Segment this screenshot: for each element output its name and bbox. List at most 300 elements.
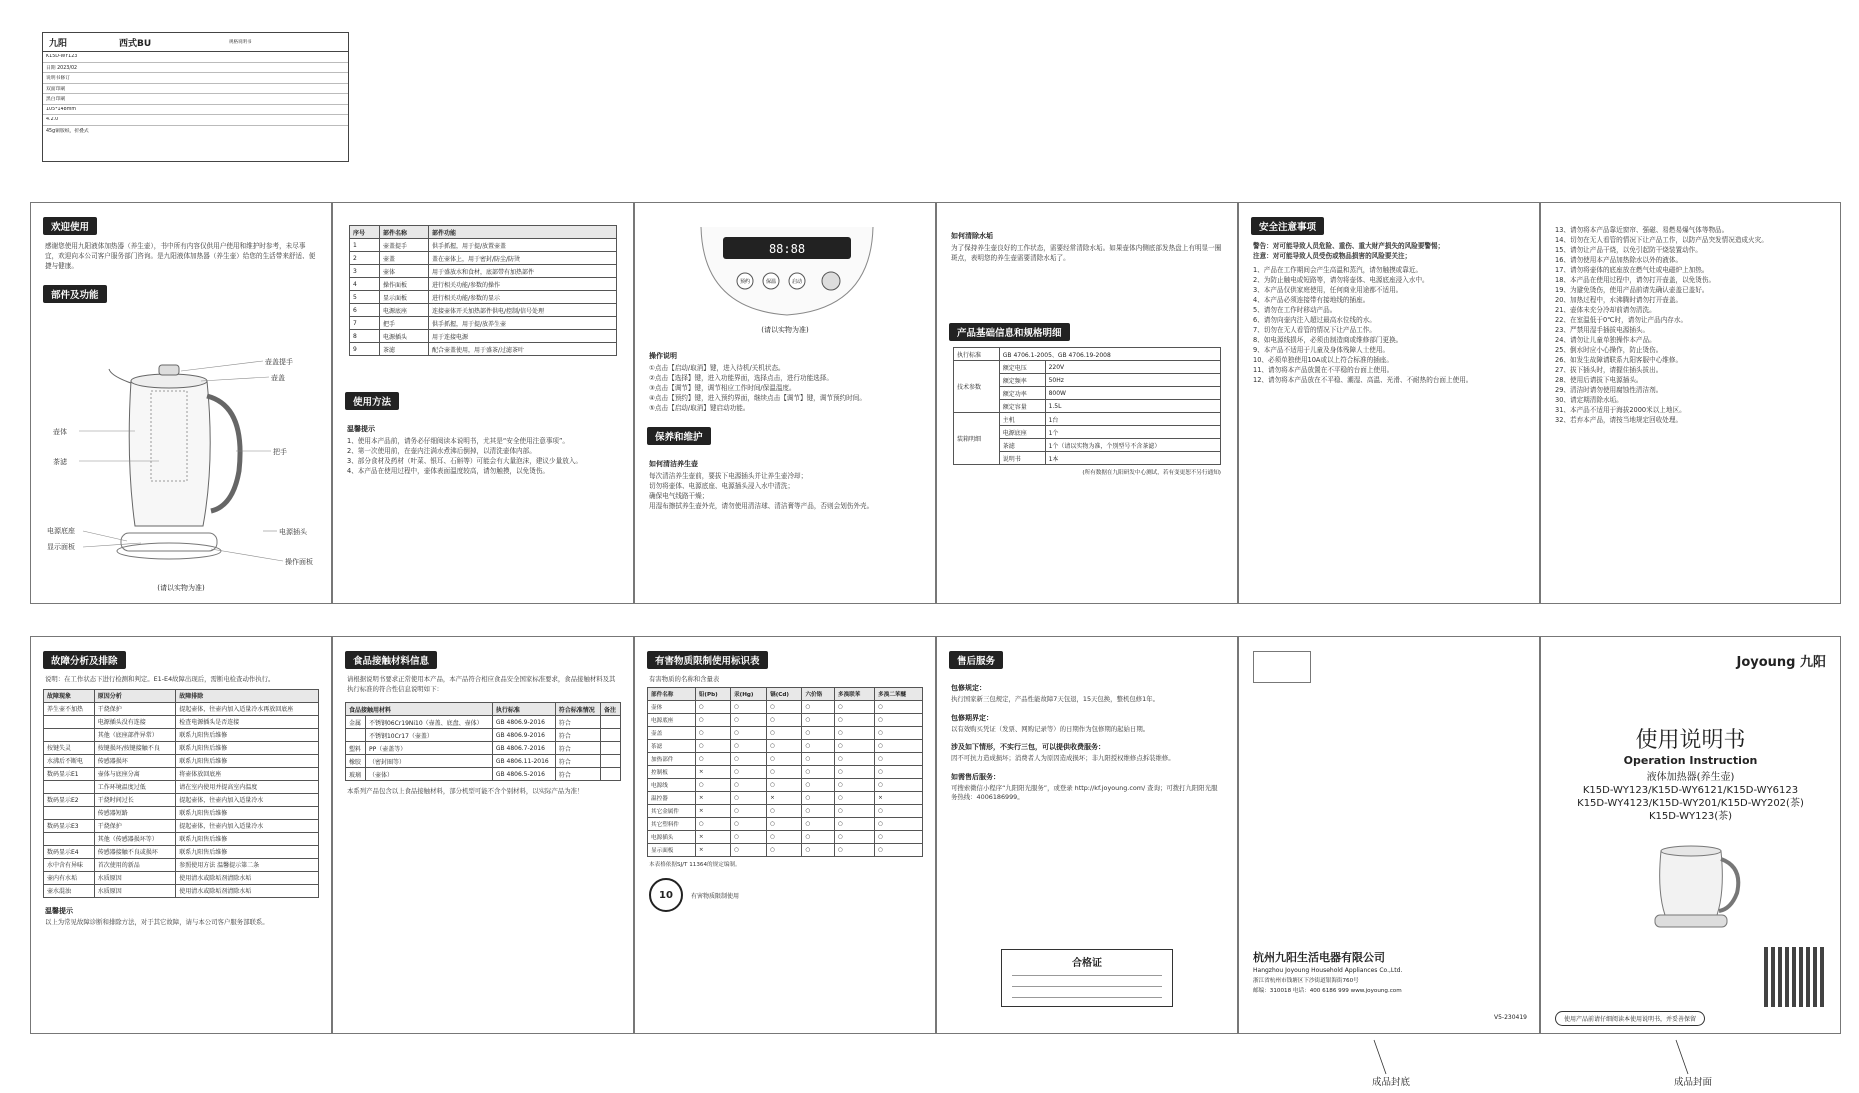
col-header: 部件功能 (428, 226, 616, 239)
col-header: 食品接触用材料 (346, 703, 493, 716)
table-cell: 按键失灵 (44, 741, 95, 754)
table-cell: 把手 (380, 317, 429, 330)
table-cell: 9 (350, 343, 380, 356)
table-row (648, 765, 923, 778)
panel-hazard (634, 636, 936, 1034)
table-cell: 壶体 (648, 700, 696, 713)
table-cell: 数码显示E2 (44, 793, 95, 806)
table-cell: 塑料 (346, 742, 366, 755)
table-cell: 使用清水或除垢剂清除水垢 (176, 884, 319, 897)
table-cell: 盖在壶体上，用于密封/防尘/防烫 (428, 252, 616, 265)
table-cell: 壶水混浊 (44, 884, 95, 897)
table-cell: ○ (767, 739, 802, 752)
table-cell: 电源线 (648, 778, 696, 791)
trouble-table (43, 689, 319, 898)
title-block (42, 32, 349, 162)
table-cell: 显示面板 (380, 291, 429, 304)
table-cell: ○ (834, 778, 874, 791)
safety-item: 10、必须单独使用10A或以上符合标准的插座。 (1253, 356, 1393, 364)
table-cell: 符合 (555, 742, 600, 755)
table-cell: × (767, 791, 802, 804)
table-cell: 数码显示E1 (44, 767, 95, 780)
cover-model-2: K15D-WY4123/K15D-WY201/K15D-WY202(茶) (1577, 798, 1804, 809)
table-cell: ○ (802, 739, 835, 752)
service-t-2: 以有效购买凭证（发票、网购记录等）的日期作为包修期的起始日期。 (951, 724, 1150, 733)
spec-val: 50Hz (1045, 374, 1220, 387)
table-cell: ○ (731, 830, 767, 843)
safety-item: 9、本产品不适用于儿童及身体残障人士使用。 (1253, 346, 1390, 354)
table-cell: 其它塑料件 (648, 817, 696, 830)
table-cell: 请在室内使用并提高室内温度 (176, 780, 319, 793)
table-row (44, 845, 319, 858)
op-5: ⑤点击【启动/取消】键启动功能。 (649, 404, 750, 412)
safety-item: 5、请勿在工作时移动产品。 (1253, 306, 1337, 314)
table-cell: 干烧保护 (94, 819, 175, 832)
table-cell: ○ (767, 726, 802, 739)
table-cell: 4 (350, 278, 380, 291)
table-row (44, 806, 319, 819)
brand-logo: Joyoung 九阳 (1736, 655, 1826, 670)
table-cell: ○ (695, 752, 730, 765)
clean-1: 每次清洁养生壶前，要拔下电源插头并让养生壶冷却； (649, 472, 808, 480)
spec-key: 额定容量 (999, 400, 1045, 413)
table-cell: 数码显示E3 (44, 819, 95, 832)
hazard-title: 有害物质限制使用标识表 (647, 651, 768, 669)
table-cell: ○ (767, 700, 802, 713)
table-row (44, 793, 319, 806)
table-cell: 水沸后不断电 (44, 754, 95, 767)
table-cell: ○ (767, 817, 802, 830)
service-t-3: 因不可抗力造成损坏；消费者人为原因造成损坏；非九阳授权维修点拆装维修。 (951, 754, 1175, 762)
table-cell: ○ (834, 739, 874, 752)
safety-item: 31、本产品不适用于海拔2000米以上地区。 (1555, 406, 1686, 414)
spec-val: 800W (1045, 387, 1220, 400)
table-cell: ○ (695, 726, 730, 739)
clean-3: 确保电气线路干燥； (649, 492, 709, 500)
care-title: 保养和维护 (647, 427, 711, 445)
table-cell: ○ (834, 752, 874, 765)
table-cell: 进行相关功能/参数的操作 (428, 278, 616, 291)
spec-standard-label: 执行标准 (954, 348, 1000, 361)
safety-item: 12、请勿将本产品放在不平稳、潮湿、高温、光滑、不耐热的台面上使用。 (1253, 376, 1473, 384)
service-h-3: 涉及如下情形，不实行三包，可以提供收费服务： (951, 743, 1105, 751)
safety-item: 25、倒水时应小心操作，防止烫伤。 (1555, 346, 1663, 354)
safety-item: 7、切勿在无人看管的情况下让产品工作。 (1253, 326, 1376, 334)
label-display: 显示面板 (47, 543, 75, 551)
table-cell: 操作面板 (380, 278, 429, 291)
spec-key: 额定电压 (999, 361, 1045, 374)
table-row (44, 702, 319, 715)
label-panel: 操作面板 (285, 558, 313, 566)
table-row (350, 330, 617, 343)
btn-keepwarm: 保温 (765, 279, 777, 285)
cover-model-1: K15D-WY123/K15D-WY6121/K15D-WY6123 (1582, 785, 1799, 796)
table-row (648, 700, 923, 713)
table-row (648, 726, 923, 739)
safety-item: 17、请勿将壶体的底座放在燃气灶或电磁炉上加热。 (1555, 266, 1709, 274)
safety-item: 4、本产品必须连接带有接地线的插座。 (1253, 296, 1370, 304)
hazard-note: 本表格依据SJ/T 11364的规定编制。 (649, 861, 741, 868)
safety-item: 20、加热过程中，水沸腾时请勿打开壶盖。 (1555, 296, 1683, 304)
label-handle: 把手 (273, 448, 287, 456)
table-cell: ○ (834, 765, 874, 778)
label-tea: 茶滤 (53, 458, 67, 466)
table-cell: 传感器短路 (94, 806, 175, 819)
service-h-4: 如需售后服务： (951, 772, 1000, 781)
table-cell: ○ (767, 765, 802, 778)
table-cell: 进行相关功能/参数的显示 (428, 291, 616, 304)
panel1-caption: (请以实物为准) (157, 584, 205, 592)
table-cell: 配合壶盖使用，用于盛茶/过滤茶叶 (428, 343, 616, 356)
table-cell: 控制板 (648, 765, 696, 778)
spec-key: 额定频率 (999, 374, 1045, 387)
food-note: 本系列产品包含以上食品接触材料，部分机型可能不含个别材料，以实际产品为准！ (347, 787, 584, 795)
table-cell: 使用清水或除垢剂清除水垢 (176, 871, 319, 884)
spec-key: 电源底座 (999, 426, 1045, 439)
table-cell: 数码显示E4 (44, 845, 95, 858)
food-intro: 请根据说明书要求正常使用本产品，本产品符合相应食品安全国家标准要求，食品接触材料及其执行标准的符合性信息说明如下： (347, 675, 616, 693)
cover-title-en: Operation Instruction (1623, 754, 1758, 767)
scale-text: 为了保持养生壶良好的工作状态，需要经常清除水垢。如果壶体内侧底部发热盘上有明显一圈斑点，表明您的养生壶需要清除水垢了。 (951, 244, 1222, 262)
table-cell: 温控器 (648, 791, 696, 804)
table-cell: 壶内有水垢 (44, 871, 95, 884)
op-2: ②点击【选择】键，进入功能界面，选择点击，进行功能选择。 (649, 374, 833, 382)
table-cell: 不锈钢06Cr19Ni10（壶盖、底盘、壶体） (365, 716, 492, 729)
display-digits: 88:88 (768, 242, 806, 256)
table-row (44, 819, 319, 832)
table-cell: GB 4806.5-2016 (492, 768, 555, 781)
table-cell: ○ (834, 713, 874, 726)
table-cell: 壶体 (380, 265, 429, 278)
table-cell: 显示面板 (648, 843, 696, 856)
tb-dept: 西式BU (119, 38, 152, 49)
table-cell: ○ (731, 752, 767, 765)
table-cell: 符合 (555, 755, 600, 768)
table-cell (44, 806, 95, 819)
table-cell: 联系九阳售后维修 (176, 832, 319, 845)
warn-2: 注意：对可能导致人员受伤或物品损害的风险要关注； (1253, 252, 1412, 260)
table-row (44, 767, 319, 780)
table-cell: 茶滤 (648, 739, 696, 752)
trouble-tip: 以上为常见故障诊断和排除方法，对于其它故障，请与本公司客户服务部联系。 (45, 917, 269, 926)
col-header: 序号 (350, 226, 380, 239)
label-back-cover: 成品封底 (1372, 1077, 1411, 1088)
table-row (44, 754, 319, 767)
spec-standard: GB 4706.1-2005、GB 4706.19-2008 (999, 348, 1220, 361)
safety-item: 1、产品在工作期间会产生高温和蒸汽，请勿触摸或靠近。 (1253, 266, 1423, 274)
table-cell: 水质原因 (94, 871, 175, 884)
table-cell: ○ (767, 778, 802, 791)
service-title: 售后服务 (949, 651, 1003, 669)
table-cell: 加热部件 (648, 752, 696, 765)
table-cell: 传感器损坏 (94, 754, 175, 767)
table-cell: ○ (802, 791, 835, 804)
table-cell: ○ (731, 817, 767, 830)
table-cell: 符合 (555, 716, 600, 729)
table-cell: ○ (731, 804, 767, 817)
table-cell: 提起壶体，往壶内加入适量冷水再放回底座 (176, 702, 319, 715)
tip-3: 3、部分食材及药材（叶菜、银耳、石斛等）可能会有大量泡沫，建议少量放入。 (347, 457, 582, 465)
table-cell: 电源插头 (648, 830, 696, 843)
table-row (44, 871, 319, 884)
spec-key: 主机 (999, 413, 1045, 426)
table-cell: （密封圈等） (365, 755, 492, 768)
table-cell (44, 780, 95, 793)
col-header: 多溴二苯醚 (875, 687, 923, 700)
col-header: 执行标准 (492, 703, 555, 716)
safety-item: 32、若弃本产品，请按当地规定回收处理。 (1555, 416, 1683, 424)
table-cell: 连接壶体开关加热部件供电/控制/信号处理 (428, 304, 616, 317)
table-cell: 2 (350, 252, 380, 265)
table-cell: ○ (767, 713, 802, 726)
safety-item: 2、为防止触电或短路等，请勿将壶体、电源底座浸入水中。 (1253, 276, 1429, 284)
table-cell: 其他（底座部件异常） (94, 728, 175, 741)
safety-item: 13、请勿将本产品靠近窗帘、强磁、易燃易爆气体等物品。 (1555, 226, 1729, 234)
table-cell: 水质原因 (94, 884, 175, 897)
spec-title: 产品基础信息和规格明细 (949, 323, 1070, 341)
spec-val: 1个 (1045, 426, 1220, 439)
tip-2: 2、第一次使用前，在壶内注满水煮沸后倒掉，以清洗壶体内部。 (347, 447, 536, 455)
table-cell: 1 (350, 239, 380, 252)
welcome-text: 感谢您使用九阳液体加热器（养生壶），书中所有内容仅供用户使用和维护时参考，未尽事宜，欢迎向本公司客户服务部门咨询。是九阳液体加热器（养生壶）给您的生活带来舒适、便捷与健康。 (45, 242, 316, 270)
table-cell: 7 (350, 317, 380, 330)
table-cell: 电源插头没有连接 (94, 715, 175, 728)
table-cell: 干烧保护 (94, 702, 175, 715)
panel-operation (634, 202, 936, 604)
table-cell (44, 728, 95, 741)
table-cell: 电源底座 (380, 304, 429, 317)
tb-row: 黑白印刷 (46, 97, 66, 103)
table-cell: ○ (802, 830, 835, 843)
btn-start: 启动 (791, 279, 803, 285)
print-code: V5-230419 (1494, 1014, 1527, 1021)
btn-schedule: 预约 (739, 279, 751, 285)
table-cell: GB 4806.11-2016 (492, 755, 555, 768)
table-cell: 供手抓握，用于提/放置壶盖 (428, 239, 616, 252)
table-cell: ○ (802, 817, 835, 830)
parts-table (349, 225, 617, 356)
cover-footer: 使用产品前请仔细阅读本使用说明书，并妥善保留 (1555, 1011, 1705, 1026)
table-cell: 玻璃 (346, 768, 366, 781)
safety-title: 安全注意事项 (1251, 217, 1324, 235)
tip-1: 1、使用本产品前，请务必仔细阅读本说明书，尤其是“安全使用注意事项”。 (347, 437, 570, 445)
op-4: ④点击【预约】键，进入预约界面，继续点击【调节】键，调节预约时间。 (649, 394, 866, 402)
trouble-intro: 说明：在工作状态下进行检测和判定。E1-E4故障出现后，需断电检查动作执行。 (45, 675, 275, 683)
table-cell: 橡胶 (346, 755, 366, 768)
table-cell: ○ (875, 713, 923, 726)
table-cell: ○ (834, 830, 874, 843)
spec-tech-label: 技术参数 (954, 361, 1000, 413)
parts-title: 部件及功能 (43, 285, 107, 303)
table-cell: 其它金属件 (648, 804, 696, 817)
panel-safety (1238, 202, 1540, 604)
table-row (648, 804, 923, 817)
cover-title: 使用说明书 (1635, 728, 1746, 753)
table-cell: ○ (834, 817, 874, 830)
safety-item: 14、切勿在无人看管的情况下让产品工作，以防产品突发情况造成火灾。 (1555, 236, 1768, 244)
back-stamp (1253, 651, 1311, 683)
table-row (44, 741, 319, 754)
table-cell: × (695, 843, 730, 856)
table-cell: 8 (350, 330, 380, 343)
table-cell: × (695, 791, 730, 804)
table-cell: ○ (802, 843, 835, 856)
table-cell: ○ (802, 726, 835, 739)
table-row (346, 742, 621, 755)
table-row (648, 817, 923, 830)
table-cell: ○ (802, 804, 835, 817)
table-cell: PP（壶盖等） (365, 742, 492, 755)
scale-title: 如何清除水垢 (951, 232, 993, 240)
tip-4: 4、本产品在使用过程中，壶体表面温度较高，请勿触摸，以免烫伤。 (347, 467, 550, 475)
food-table (345, 702, 621, 781)
table-cell: ○ (695, 778, 730, 791)
safety-item: 23、严禁用湿手插拔电源插头。 (1555, 326, 1650, 334)
table-cell: 用于盛放水和食材，底部带有加热部件 (428, 265, 616, 278)
spec-key: 茶滤 (999, 439, 1045, 452)
safety-item: 19、为避免烫伤，使用产品前请先确认壶盖已盖好。 (1555, 286, 1709, 294)
spec-table (953, 347, 1221, 465)
safety-item: 27、拔下插头时，请握住插头拔出。 (1555, 366, 1663, 374)
safety-item: 16、请勿使用本产品加热除水以外的液体。 (1555, 256, 1683, 264)
table-cell: GB 4806.9-2016 (492, 716, 555, 729)
safety-item: 26、如发生故障请联系九阳客服中心维修。 (1555, 356, 1683, 364)
table-cell-empty (601, 729, 621, 742)
panel-front-cover (1540, 636, 1841, 1034)
table-cell (44, 832, 95, 845)
table-cell: 联系九阳售后维修 (176, 845, 319, 858)
cover-kettle (1631, 831, 1751, 931)
table-row (648, 843, 923, 856)
tb-row: K15D-WY123 (46, 54, 78, 60)
safety-item: 29、清洁时请勿使用腐蚀性清洁剂。 (1555, 386, 1663, 394)
col-header: 原因分析 (94, 689, 175, 702)
table-cell: 壶盖提手 (380, 239, 429, 252)
table-row (350, 239, 617, 252)
trouble-title: 故障分析及排除 (43, 651, 126, 669)
tb-row: 说明书修订 (46, 76, 70, 82)
hazard-table (647, 687, 923, 857)
table-cell: 茶滤 (380, 343, 429, 356)
table-cell: 符合 (555, 768, 600, 781)
tb-row: 105*148mm (46, 106, 77, 112)
safety-item: 15、请勿让产品干烧，以免引起防干烧装置动作。 (1555, 246, 1702, 254)
table-cell: ○ (875, 804, 923, 817)
table-row (648, 830, 923, 843)
panel-trouble (30, 636, 332, 1034)
table-cell: ○ (802, 700, 835, 713)
table-row (350, 278, 617, 291)
service-t-1: 执行国家新三包规定，产品性能故障7天包退，15天包换，整机包修1年。 (951, 695, 1159, 703)
table-cell: ○ (875, 752, 923, 765)
safety-item: 3、本产品仅供家庭使用，任何商业用途都不适用。 (1253, 286, 1403, 294)
table-row (648, 778, 923, 791)
clean-2: 切勿将壶体、电源底座、电源插头浸入水中清洗； (649, 482, 795, 490)
table-cell: ○ (834, 791, 874, 804)
op-3: ③点击【调节】键，调节相应工作时间/保温温度。 (649, 384, 796, 392)
panel-safety-cont (1540, 202, 1841, 604)
table-cell: ○ (767, 843, 802, 856)
tb-row: 45g铜版纸，折叠式 (46, 128, 89, 134)
col-header: 备注 (601, 703, 621, 716)
company-address: 浙江省杭州市钱塘区下沙街道银海街760号 (1253, 978, 1359, 984)
safety-item: 22、在室温低于0℃时，请勿让产品内存水。 (1555, 316, 1688, 324)
table-cell: GB 4806.7-2016 (492, 742, 555, 755)
table-cell: 符合 (555, 729, 600, 742)
table-cell: ○ (731, 765, 767, 778)
table-cell: ○ (767, 804, 802, 817)
service-h-2: 包修期界定： (951, 713, 993, 722)
table-cell: ○ (802, 713, 835, 726)
table-cell: 3 (350, 265, 380, 278)
col-header: 镉(Cd) (767, 687, 802, 700)
col-header: 多溴联苯 (834, 687, 874, 700)
table-cell: 首次使用的新品 (94, 858, 175, 871)
warn-1: 警告：对可能导致人员危险、重伤、重大财产损失的风险要警惕； (1253, 242, 1445, 250)
col-header: 故障排除 (176, 689, 319, 702)
safety-item: 8、如电源线损坏，必须由制造商或维修部门更换。 (1253, 336, 1403, 344)
table-cell: ○ (875, 726, 923, 739)
table-cell: 不锈钢10Cr17（壶盖） (365, 729, 492, 742)
table-cell (44, 715, 95, 728)
table-cell: × (875, 791, 923, 804)
company-cn: 杭州九阳生活电器有限公司 (1253, 951, 1385, 964)
panel-welcome (30, 202, 332, 604)
panel-back-cover (1238, 636, 1540, 1034)
table-cell: ○ (767, 752, 802, 765)
table-cell: 参照使用方法 温馨提示第二条 (176, 858, 319, 871)
table-cell: 养生壶不加热 (44, 702, 95, 715)
table-cell: ○ (802, 752, 835, 765)
table-row (350, 291, 617, 304)
table-cell: （壶体） (365, 768, 492, 781)
table-cell: 电源插头 (380, 330, 429, 343)
table-cell: 干烧时间过长 (94, 793, 175, 806)
col-header: 故障现象 (44, 689, 95, 702)
tb-row: 4.2.0 (46, 117, 59, 123)
table-cell: ○ (875, 830, 923, 843)
tb-brand: 九阳 (49, 38, 68, 49)
table-cell-empty (601, 755, 621, 768)
table-cell: 按键损坏/按键接触不良 (94, 741, 175, 754)
table-cell: ○ (875, 700, 923, 713)
hazard-badge (649, 878, 683, 912)
company-en: Hangzhou Joyoung Household Appliances Co.,Ltd. (1253, 967, 1403, 974)
table-cell (346, 729, 366, 742)
table-cell: ○ (731, 726, 767, 739)
col-header: 部件名称 (380, 226, 429, 239)
service-t-4: 可搜索微信小程序“九阳阳光服务”，或登录 http://kf.joyoung.com/ 查询；可拨打九阳阳光服务热线：4006186999。 (951, 783, 1218, 801)
spec-val: 1.5L (1045, 400, 1220, 413)
safety-item: 24、请勿让儿童单独操作本产品。 (1555, 336, 1656, 344)
table-cell: 提起壶体，往壶内加入适量冷水 (176, 793, 319, 806)
kettle-diagram (31, 321, 331, 581)
table-cell: ○ (875, 739, 923, 752)
safety-item: 6、请勿向壶内注入超过最高水位线的水。 (1253, 316, 1376, 324)
safety-item: 30、请定期清除水垢。 (1555, 396, 1623, 404)
safety-item: 21、壶体未充分冷却前请勿清洗。 (1555, 306, 1656, 314)
table-row (44, 884, 319, 897)
panel-scale-spec (936, 202, 1238, 604)
table-cell: ○ (767, 830, 802, 843)
cover-product: 液体加热器(养生壶) (1646, 772, 1735, 783)
tb-row: 双面印刷 (46, 86, 66, 92)
table-cell: 用于连接电源 (428, 330, 616, 343)
welcome-title: 欢迎使用 (43, 217, 97, 235)
table-cell: 检查电源插头是否连接 (176, 715, 319, 728)
label-lid: 壶盖 (271, 374, 285, 382)
label-lid-handle: 壶盖提手 (265, 358, 293, 366)
